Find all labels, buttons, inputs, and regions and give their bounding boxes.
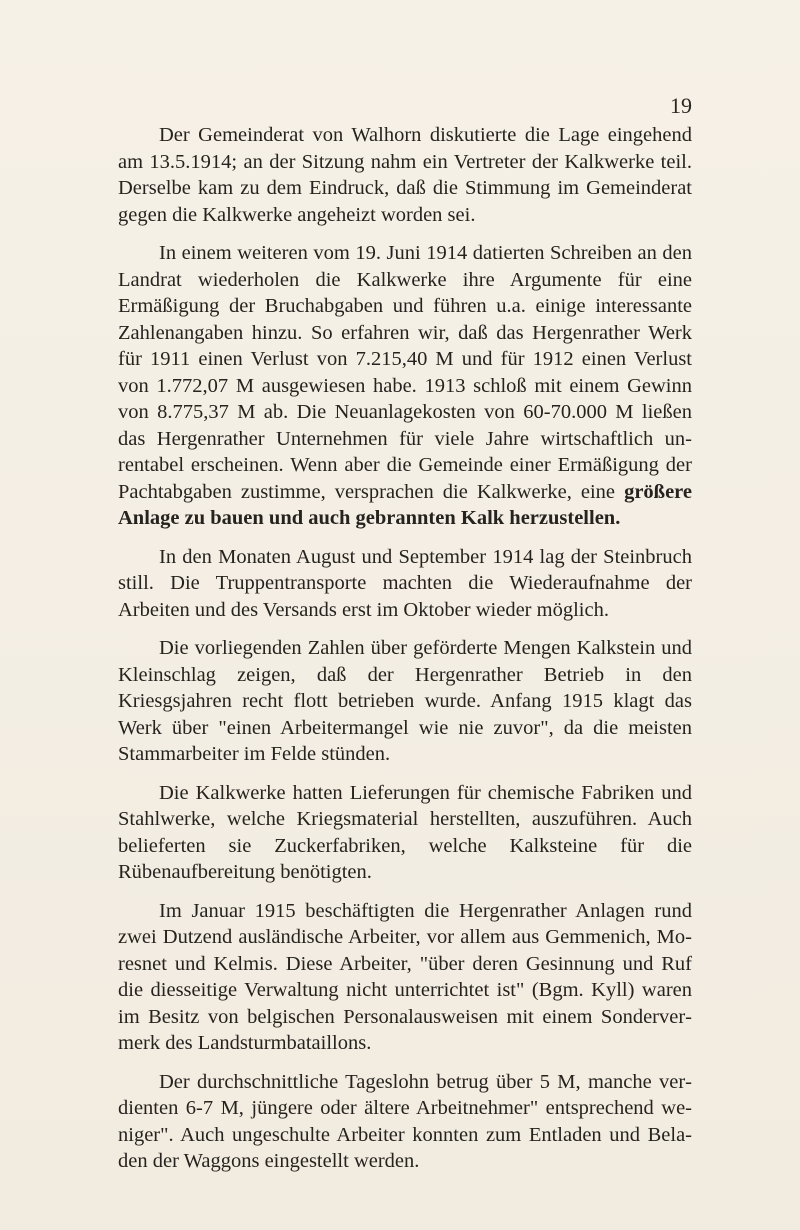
- paragraph-gemeinderat: Der Gemeinderat von Walhorn diskutierte die Lage eingehend am 13.5.1914; an der Sitzung nahm ein Vertreter der Kalkwerke teil. Derselbe kam zu dem Eindruck, daß die Stimmung im Gemeinderat gegen die Kalkwerke angeheizt worden sei.: [118, 124, 692, 226]
- paragraph-text: In einem weiteren vom 19. Juni 1914 datierten Schreiben an den Landrat wiederholen die Kalkwerke ihre Argumente für eine Ermäßigung der Bruchabgaben und führen u.a. einige interessante Zahlenangaben hinzu. So erfahren wir, daß das Hergenrather Werk für 1911 einen Verlust von 7.215,40 M und für 1912 einen Verlust von 1.772,07 M ausgewiesen habe. 1913 schloß mit einem Gewinn von 8.775,37 M ab. Die Neuanlagekosten von 60-70.000 M ließen das Hergenrather Unternehmen für viele Jahre wirtschaftlich unrentabel erscheinen. Wenn aber die Gemeinde einer Ermäßigung der Pachtabgaben zustimme, versprachen die Kalkwerke, eine: [118, 242, 692, 503]
- paragraph-lieferungen: Die Kalkwerke hatten Lieferungen für chemische Fabriken und Stahlwerke, welche Kriegsmaterial herstellten, auszuführen. Auch belieferten sie Zuckerfabriken, welche Kalksteine für die Rübenaufbereitung benötigten.: [118, 781, 692, 883]
- page-number: 19: [670, 93, 692, 118]
- paragraph-bold-phrase: größere Anlage zu bauen und auch gebrannten Kalk herzustellen.: [118, 480, 693, 529]
- paragraph-kalkstein-zahlen: Die vorliegenden Zahlen über geförderte Mengen Kalkstein und Kleinschlag zeigen, daß der Hergenrather Betrieb in den Kriesgsjahren recht flott betrieben wurde. Anfang 1915 klagt das Werk über "einen Arbeitermangel wie nie zuvor", da die meisten Stammarbeiter im Felde stünden.: [118, 637, 692, 765]
- paragraph-auslaendische-arbeiter: Im Januar 1915 beschäftigten die Hergenrather Anlagen rund zwei Dutzend ausländische Arbeiter, vor allem aus Gemmenich, Moresnet und Kelmis. Diese Arbeiter, "über deren Gesinnung und Ruf die diesseitige Verwaltung nicht unterrichtet ist" (Bgm. Kyll) waren im Besitz von belgischen Personalausweisen mit einem Sondervermerk des Landsturmbataillons.: [118, 899, 692, 1054]
- body-text: [118, 122, 692, 1187]
- paragraph-tageslohn: Der durchschnittliche Tageslohn betrug über 5 M, manche verdienten 6-7 M, jüngere oder ältere Arbeitnehmer" entsprechend weniger". Auch ungeschulte Arbeiter konnten zum Entladen und Beladen der Waggons eingestellt werden.: [118, 1070, 692, 1172]
- paragraph-steinbruch-still: In den Monaten August und September 1914 lag der Steinbruch still. Die Truppentransporte machten die Wiederaufnahme der Arbeiten und des Versands erst im Oktober wieder möglich.: [118, 545, 692, 621]
- paragraph-landrat-schreiben: [118, 240, 692, 532]
